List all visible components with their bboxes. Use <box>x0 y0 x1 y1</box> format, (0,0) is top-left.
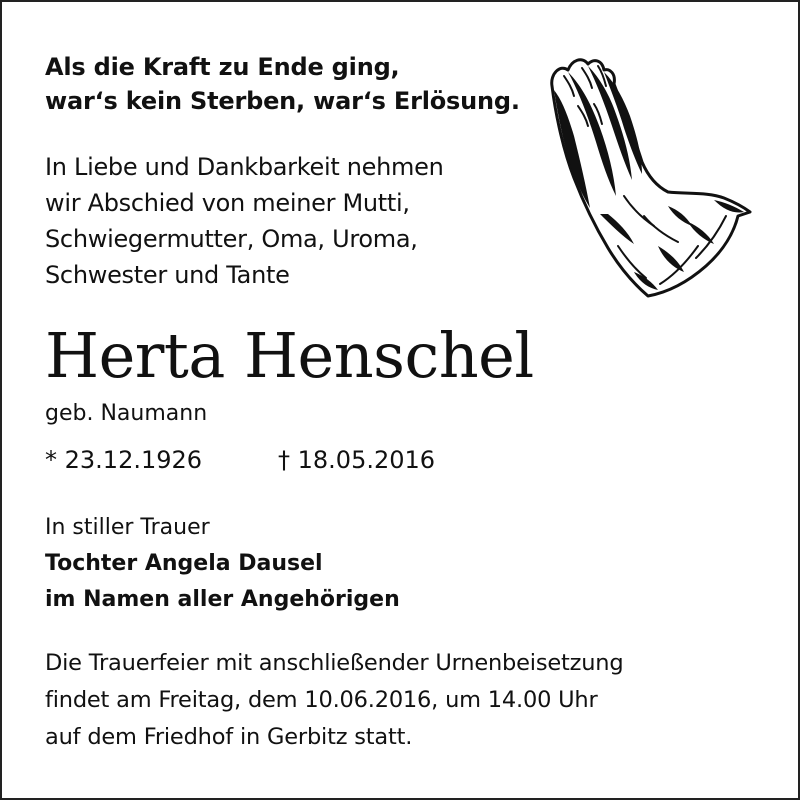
intro-line-3: Schwiegermutter, Oma, Uroma, <box>45 225 418 253</box>
intro-line-1: In Liebe und Dankbarkeit nehmen <box>45 153 444 181</box>
motto-line-2: war‘s kein Sterben, war‘s Erlösung. <box>45 87 520 115</box>
birth-date: * 23.12.1926 <box>45 446 203 474</box>
deceased-name: Herta Henschel <box>45 319 534 392</box>
intro-line-4: Schwester und Tante <box>45 261 290 289</box>
motto-line-1: Als die Kraft zu Ende ging, <box>45 53 400 81</box>
mourners-line-1: Tochter Angela Dausel <box>45 551 323 576</box>
mourners-block <box>45 510 400 618</box>
life-dates <box>45 442 436 478</box>
service-info <box>45 645 765 756</box>
mourners-intro: In stiller Trauer <box>45 515 210 540</box>
praying-hands-icon <box>538 46 768 302</box>
intro-text <box>45 149 525 293</box>
service-line-3: auf dem Friedhof in Gerbitz statt. <box>45 724 413 750</box>
death-date: † 18.05.2016 <box>278 446 436 474</box>
service-line-1: Die Trauerfeier mit anschließender Urnenbeisetzung <box>45 650 624 676</box>
mourners-line-2: im Namen aller Angehörigen <box>45 587 400 612</box>
birth-name: geb. Naumann <box>45 401 208 426</box>
motto <box>45 50 545 118</box>
service-line-2: findet am Freitag, dem 10.06.2016, um 14.00 Uhr <box>45 687 598 713</box>
intro-line-2: wir Abschied von meiner Mutti, <box>45 189 410 217</box>
